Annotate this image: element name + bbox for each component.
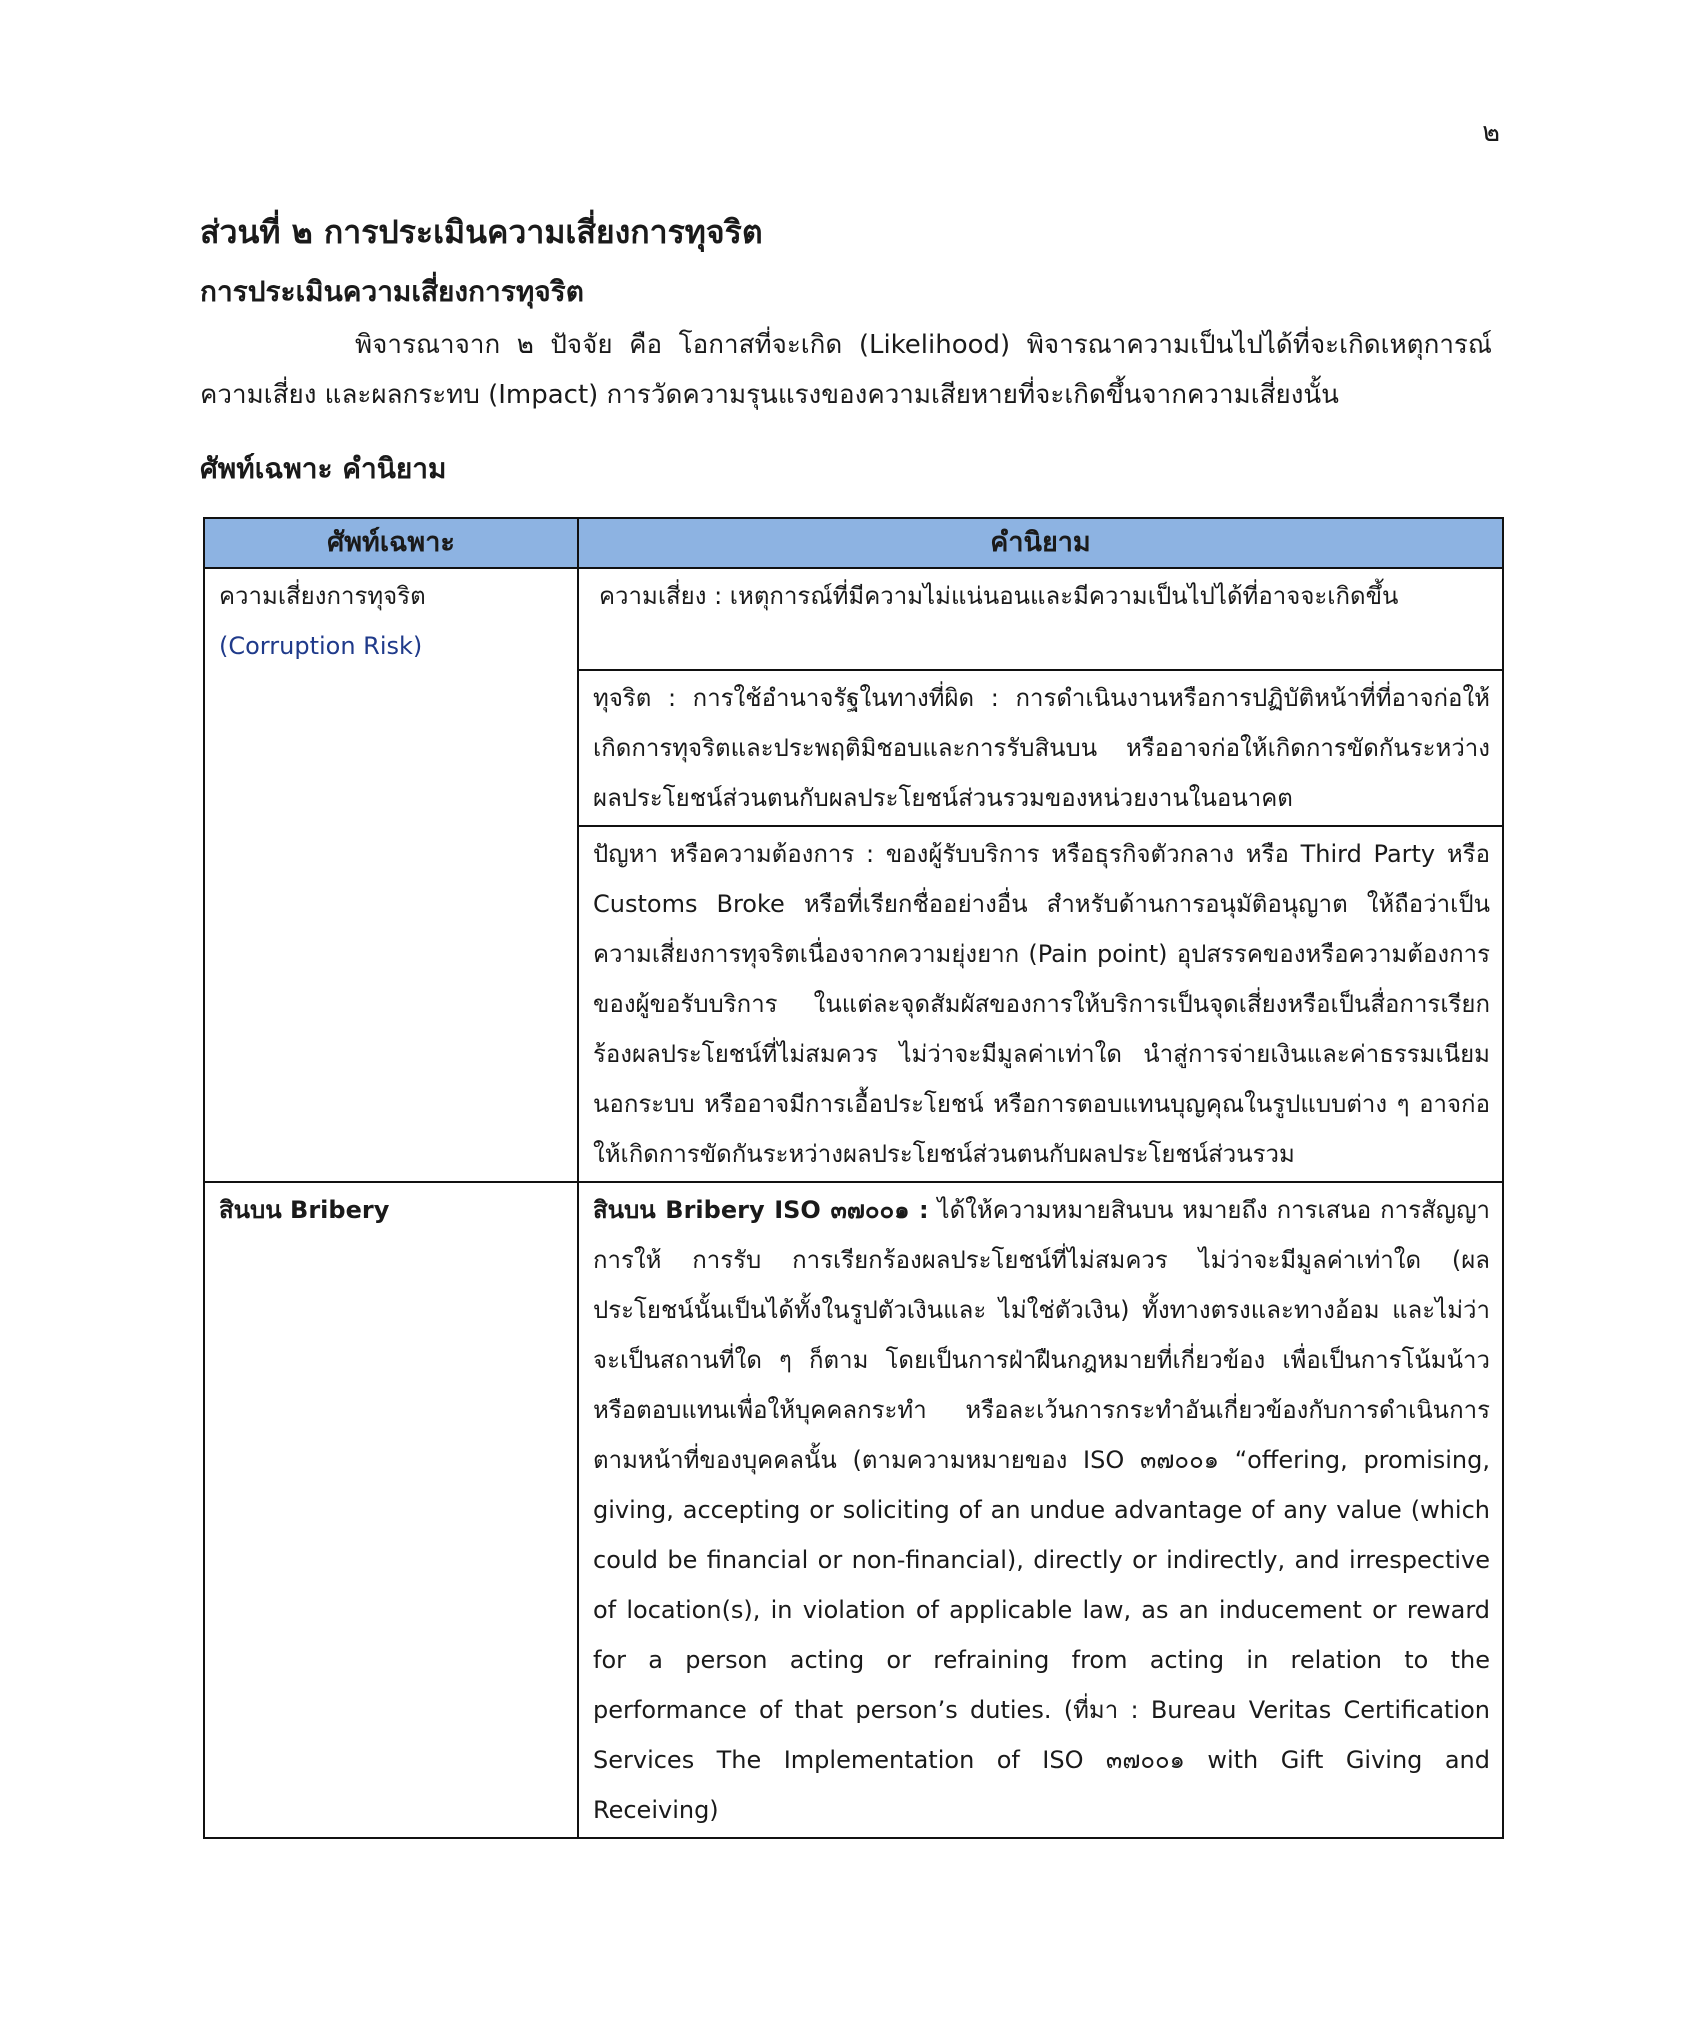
table-row bbox=[204, 1182, 1503, 1838]
terms-table bbox=[203, 517, 1504, 1839]
definition-risk: ความเสี่ยง : เหตุการณ์ที่มีความไม่แน่นอนและมีความเป็นไปได้ที่อาจจะเกิดขึ้น bbox=[578, 568, 1503, 670]
intro-text: พิจารณาจาก ๒ ปัจจัย คือ โอกาสที่จะเกิด (Likelihood) พิจารณาความเป็นไปได้ที่จะเกิดเหตุการณ์ความเสี่ยง และผลกระทบ (Impact) การวัดความรุนแรงของความเสียหายที่จะเกิดขึ้นจากความเสี่ยงนั้น bbox=[200, 330, 1492, 410]
term-english: (Corruption Risk) bbox=[219, 632, 423, 660]
table-header-row bbox=[204, 518, 1503, 568]
intro-paragraph bbox=[200, 320, 1492, 420]
definition-corruption: ทุจริต : การใช้อำนาจรัฐในทางที่ผิด : การดำเนินงานหรือการปฏิบัติหน้าที่ที่อาจก่อให้เกิดการทุจริตและประพฤติมิชอบและการรับสินบน หรืออาจก่อให้เกิดการขัดกันระหว่างผลประโยชน์ส่วนตนกับผลประโยชน์ส่วนรวมของหน่วยงานในอนาคต bbox=[578, 670, 1503, 826]
table-row bbox=[204, 568, 1503, 670]
page-number: ๒ bbox=[1482, 117, 1500, 148]
terms-heading: ศัพท์เฉพาะ คำนิยาม bbox=[200, 452, 447, 485]
term-cell-bribery: สินบน Bribery bbox=[204, 1182, 578, 1838]
term-cell-corruption-risk bbox=[204, 568, 578, 1182]
section-title: การประเมินความเสี่ยงการทุจริต bbox=[200, 275, 584, 308]
definition-bribery bbox=[578, 1182, 1503, 1838]
header-definition: คำนิยาม bbox=[578, 518, 1503, 568]
term-thai: ความเสี่ยงการทุจริต bbox=[219, 582, 426, 610]
definition-bribery-text: ได้ให้ความหมายสินบน หมายถึง การเสนอ การสัญญา การให้ การรับ การเรียกร้องผลประโยชน์ที่ไม่สมควร ไม่ว่าจะมีมูลค่าเท่าใด (ผลประโยชน์นั้นเป็นได้ทั้งในรูปตัวเงินและ ไม่ใช่ตัวเงิน) ทั้งทางตรงและทางอ้อม และไม่ว่าจะเป็นสถานที่ใด ๆ ก็ตาม โดยเป็นการฝ่าฝืนกฎหมายที่เกี่ยวข้อง เพื่อเป็นการโน้มน้าว หรือตอบแทนเพื่อให้บุคคลกระทำ หรือละเว้นการกระทำอันเกี่ยวข้องกับการดำเนินการตามหน้าที่ของบุคคลนั้น (ตามความหมายของ ISO ๓๗๐๐๑ “offering, promising, giving, accepting or soliciting of an undue advantage of any value (which could be financial or non-financial), directly or indirectly, and irrespective of location(s), in violation of applicable law, as an inducement or reward for a person acting or refraining from acting in relation to the performance of that person’s duties. (ที่มา : Bureau Veritas Certification Services The Implementation of ISO ๓๗๐๐๑ with Gift Giving and Receiving) bbox=[593, 1196, 1490, 1824]
definition-problem: ปัญหา หรือความต้องการ : ของผู้รับบริการ หรือธุรกิจตัวกลาง หรือ Third Party หรือ Customs Broke หรือที่เรียกชื่ออย่างอื่น สำหรับด้านการอนุมัติอนุญาต ให้ถือว่าเป็นความเสี่ยงการทุจริตเนื่องจากความยุ่งยาก (Pain point) อุปสรรคของหรือความต้องการของผู้ขอรับบริการ ในแต่ละจุดสัมผัสของการให้บริการเป็นจุดเสี่ยงหรือเป็นสื่อการเรียกร้องผลประโยชน์ที่ไม่สมควร ไม่ว่าจะมีมูลค่าเท่าใด นำสู่การจ่ายเงินและค่าธรรมเนียมนอกระบบ หรืออาจมีการเอื้อประโยชน์ หรือการตอบแทนบุญคุณในรูปแบบต่าง ๆ อาจก่อให้เกิดการขัดกันระหว่างผลประโยชน์ส่วนตนกับผลประโยชน์ส่วนรวม bbox=[578, 826, 1503, 1182]
header-term: ศัพท์เฉพาะ bbox=[204, 518, 578, 568]
part-title: ส่วนที่ ๒ การประเมินความเสี่ยงการทุจริต bbox=[200, 213, 763, 251]
definition-bribery-lead: สินบน Bribery ISO ๓๗๐๐๑ : bbox=[593, 1196, 929, 1224]
